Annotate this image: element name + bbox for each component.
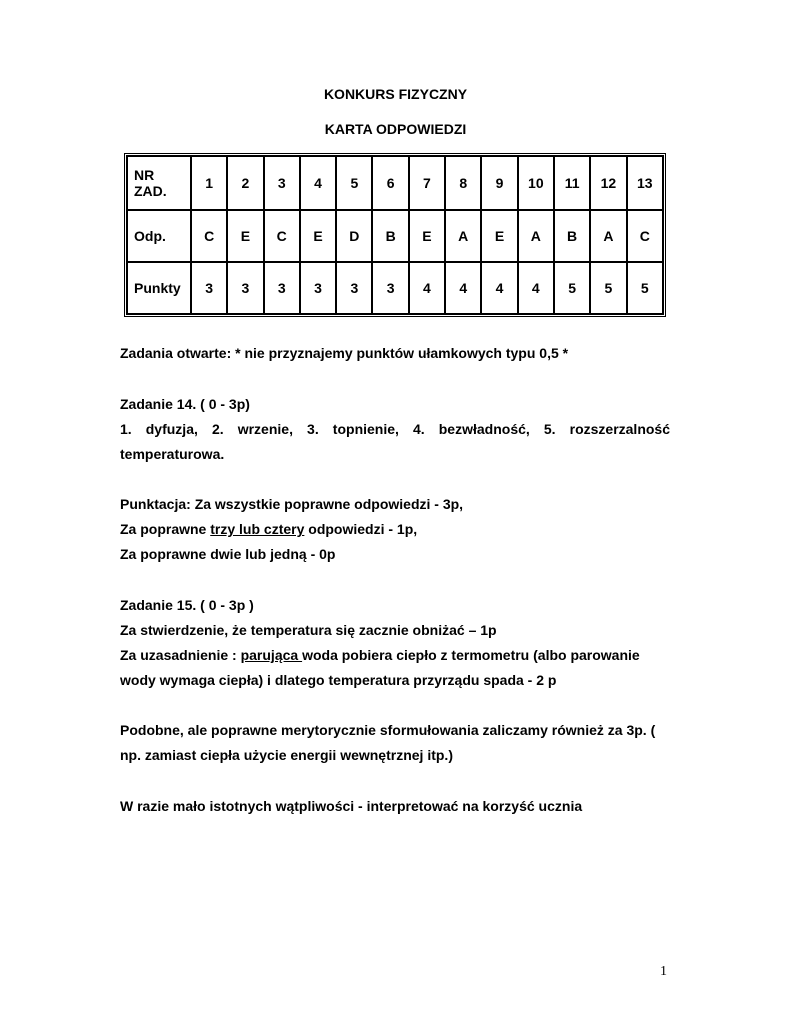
task14-scoring-2-pre: Za poprawne [120, 521, 211, 537]
task-number-cell: 1 [191, 156, 227, 210]
answer-cell: D [336, 210, 372, 262]
points-cell: 4 [481, 262, 517, 314]
page-number: 1 [660, 964, 667, 979]
task-number-label: NR ZAD. [127, 156, 191, 210]
task14-heading: Zadanie 14. ( 0 - 3p) [120, 396, 250, 412]
task-number-cell: 4 [300, 156, 336, 210]
task-number-cell: 8 [445, 156, 481, 210]
points-cell: 3 [336, 262, 372, 314]
task-number-cell: 3 [264, 156, 300, 210]
task14-scoring-3: Za poprawne dwie lub jedną - 0p [120, 546, 336, 562]
task-number-row [127, 156, 663, 210]
points-cell: 3 [191, 262, 227, 314]
points-cell: 3 [300, 262, 336, 314]
document-subtitle: KARTA ODPOWIEDZI [324, 121, 467, 137]
task14-scoring-1: Punktacja: Za wszystkie poprawne odpowiedzi - 3p, [120, 496, 464, 512]
answer-cell: A [590, 210, 626, 262]
task-number-cell: 10 [518, 156, 554, 210]
task15-heading: Zadanie 15. ( 0 - 3p ) [120, 597, 254, 613]
answer-label: Odp. [127, 210, 191, 262]
answer-cell: C [264, 210, 300, 262]
task15-justification [120, 643, 670, 693]
task14-scoring-2-underlined: trzy lub cztery [210, 521, 305, 537]
points-cell: 3 [264, 262, 300, 314]
answer-cell: B [372, 210, 408, 262]
answer-cell: C [627, 210, 663, 262]
open-tasks-note: Zadania otwarte: * nie przyznajemy punktów ułamkowych typu 0,5 * [120, 345, 569, 361]
answer-cell: C [191, 210, 227, 262]
points-cell: 3 [227, 262, 263, 314]
document-title: KONKURS FIZYCZNY [323, 86, 468, 102]
points-cell: 5 [627, 262, 663, 314]
task14-scoring-2-post: odpowiedzi - 1p, [304, 521, 418, 537]
task-number-cell: 2 [227, 156, 263, 210]
task14-answer: 1. dyfuzja, 2. wrzenie, 3. topnienie, 4. bezwładność, 5. rozszerzalność temperaturowa. [120, 421, 670, 462]
answer-cell: E [227, 210, 263, 262]
task15-justification-post: woda pobiera ciepło z termometru (albo parowanie wody wymaga ciepła) i dlatego temperatura przyrządu spada - 2 p [120, 647, 640, 688]
task-number-cell: 7 [409, 156, 445, 210]
points-cell: 4 [445, 262, 481, 314]
task15-justification-underlined: parująca [240, 647, 303, 663]
answer-cell: A [518, 210, 554, 262]
task-number-cell: 11 [554, 156, 590, 210]
answer-table [124, 153, 666, 317]
task14-scoring-2 [120, 517, 670, 542]
task-number-cell: 12 [590, 156, 626, 210]
task-number-cell: 5 [336, 156, 372, 210]
answer-cell: E [481, 210, 517, 262]
answer-cell: E [409, 210, 445, 262]
answer-cell: A [445, 210, 481, 262]
task-number-cell: 6 [372, 156, 408, 210]
points-cell: 4 [518, 262, 554, 314]
points-cell: 4 [409, 262, 445, 314]
task15-justification-pre: Za uzasadnienie : [120, 647, 241, 663]
answer-row [127, 210, 663, 262]
similar-formulations-note: Podobne, ale poprawne merytorycznie sformułowania zaliczamy również za 3p. ( np. zamiast ciepła użycie energii wewnętrznej itp.) [120, 722, 656, 763]
points-cell: 3 [372, 262, 408, 314]
points-cell: 5 [554, 262, 590, 314]
points-label: Punkty [127, 262, 191, 314]
task-number-cell: 9 [481, 156, 517, 210]
points-cell: 5 [590, 262, 626, 314]
points-row [127, 262, 663, 314]
doubt-note: W razie mało istotnych wątpliwości - interpretować na korzyść ucznia [120, 798, 583, 814]
answer-cell: E [300, 210, 336, 262]
answer-cell: B [554, 210, 590, 262]
task15-statement: Za stwierdzenie, że temperatura się zacznie obniżać – 1p [120, 622, 497, 638]
task-number-cell: 13 [627, 156, 663, 210]
